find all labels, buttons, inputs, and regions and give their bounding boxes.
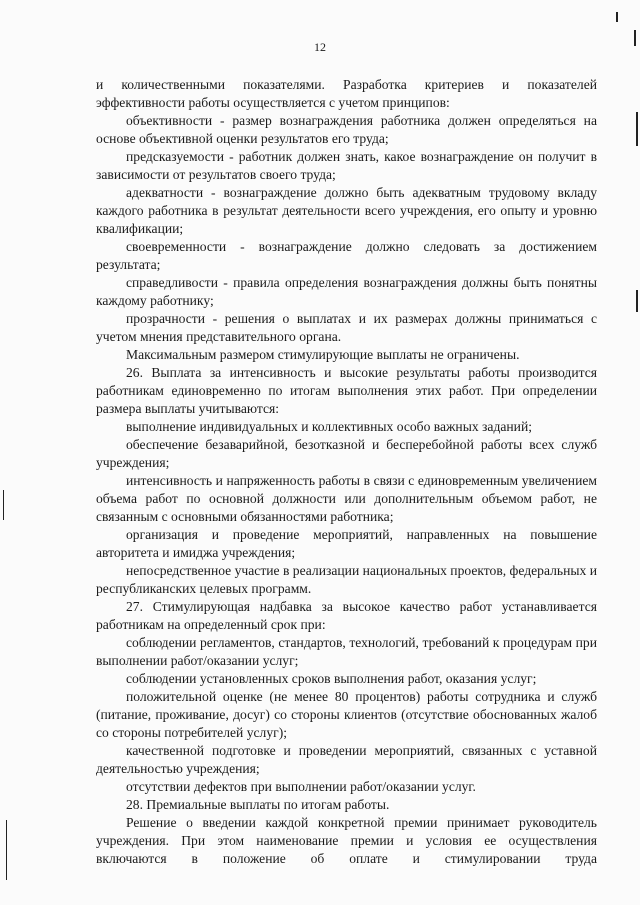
paragraph: обеспечение безаварийной, безотказной и бесперебойной работы всех служб учреждения; [96, 437, 597, 470]
paragraph: Максимальным размером стимулирующие выплаты не ограничены. [126, 347, 520, 362]
scan-mark [3, 490, 4, 520]
scan-mark [636, 290, 638, 312]
paragraph: и количественными показателями. Разработка критериев и показателей эффективности работы осуществляется с учетом принципов: [96, 77, 597, 110]
paragraph: 28. Премиальные выплаты по итогам работы. [126, 797, 390, 812]
paragraph: выполнение индивидуальных и коллективных особо важных заданий; [126, 419, 532, 434]
paragraph: своевременности - вознаграждение должно следовать за достижением результата; [96, 239, 597, 272]
paragraph: предсказуемости - работник должен знать, какое вознаграждение он получит в зависимости от результатов своего труда; [96, 149, 597, 182]
scan-mark [636, 112, 638, 146]
paragraph: 26. Выплата за интенсивность и высокие результаты работы производится работникам единовременно по итогам выполнения этих работ. При определении размера выплаты учитываются: [96, 365, 597, 416]
scan-mark [634, 30, 636, 46]
document-body [96, 76, 597, 868]
paragraph: непосредственное участие в реализации национальных проектов, федеральных и республиканских целевых программ. [96, 563, 597, 596]
paragraph: положительной оценке (не менее 80 процентов) работы сотрудника и служб (питание, проживание, досуг) со стороны клиентов (отсутствие обоснованных жалоб со стороны потребителей услуг); [96, 689, 597, 740]
paragraph: объективности - размер вознаграждения работника должен определяться на основе объективной оценки результатов его труда; [96, 113, 597, 146]
paragraph: 27. Стимулирующая надбавка за высокое качество работ устанавливается работникам на определенный срок при: [96, 599, 597, 632]
paragraph: интенсивность и напряженность работы в связи с единовременным увеличением объема работ по основной должности или дополнительным объемом работ, не связанным с основными обязанностями работника; [96, 473, 597, 524]
paragraph: адекватности - вознаграждение должно быть адекватным трудовому вкладу каждого работника в результат деятельности всего учреждения, его опыту и уровню квалификации; [96, 185, 597, 236]
paragraph: справедливости - правила определения вознаграждения должны быть понятны каждому работнику; [96, 275, 597, 308]
page-number: 12 [314, 40, 326, 54]
paragraph: организация и проведение мероприятий, направленных на повышение авторитета и имиджа учреждения; [96, 527, 597, 560]
paragraph: качественной подготовке и проведении мероприятий, связанных с уставной деятельностью учреждения; [96, 743, 597, 776]
scan-mark [616, 12, 618, 22]
paragraph: соблюдении установленных сроков выполнения работ, оказания услуг; [126, 671, 537, 686]
paragraph: прозрачности - решения о выплатах и их размерах должны приниматься с учетом мнения представительного органа. [96, 311, 597, 344]
paragraph: соблюдении регламентов, стандартов, технологий, требований к процедурам при выполнении работ/оказании услуг; [96, 635, 597, 668]
scan-mark [6, 820, 7, 880]
paragraph: отсутствии дефектов при выполнении работ/оказании услуг. [126, 779, 476, 794]
paragraph: Решение о введении каждой конкретной премии принимает руководитель учреждения. При этом наименование премии и условия ее осуществления включаются в положение об оплате и стимулировании труда [96, 815, 597, 866]
